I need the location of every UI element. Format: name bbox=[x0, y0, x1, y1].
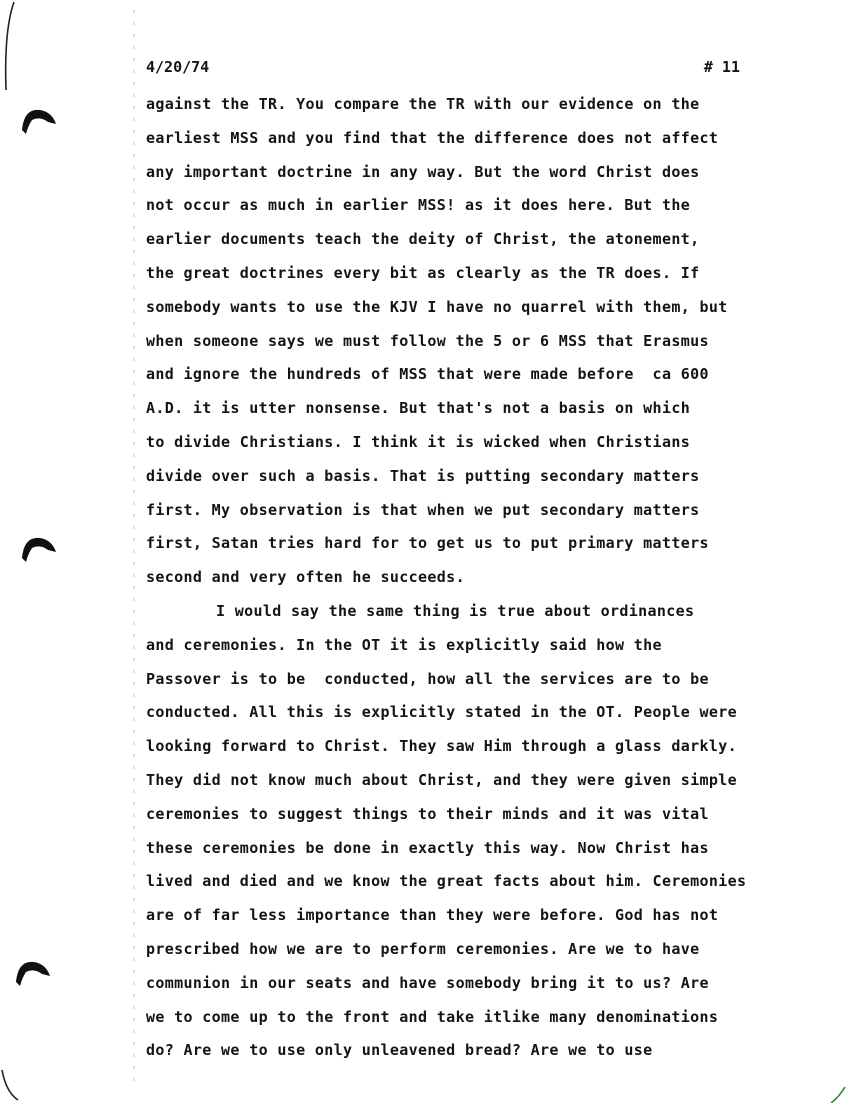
text-line: looking forward to Christ. They saw Him through a glass darkly. bbox=[146, 737, 737, 756]
text-line: when someone says we must follow the 5 or 6 MSS that Erasmus bbox=[146, 331, 709, 350]
text-line: and ignore the hundreds of MSS that were made before ca 600 bbox=[146, 365, 709, 384]
hole-punch-mark-bottom bbox=[12, 952, 52, 992]
page-header bbox=[146, 58, 746, 82]
text-line: second and very often he succeeds. bbox=[146, 568, 465, 587]
header-date: 4/20/74 bbox=[146, 58, 210, 76]
text-line: are of far less importance than they were before. God has not bbox=[146, 906, 719, 925]
text-line: divide over such a basis. That is putting secondary matters bbox=[146, 466, 700, 485]
text-line: we to come up to the front and take itlike many denominations bbox=[146, 1007, 719, 1026]
header-page-number: # 11 bbox=[703, 58, 740, 76]
text-line: Passover is to be conducted, how all the services are to be bbox=[146, 669, 709, 688]
text-line: to divide Christians. I think it is wicked when Christians bbox=[146, 432, 691, 451]
text-line: not occur as much in earlier MSS! as it does here. But the bbox=[146, 196, 691, 215]
text-line: against the TR. You compare the TR with our evidence on the bbox=[146, 95, 700, 113]
paragraph-start-line: I would say the same thing is true about ordinances bbox=[216, 601, 695, 620]
scan-guide-line bbox=[128, 10, 138, 1090]
text-line: A.D. it is utter nonsense. But that's not a basis on which bbox=[146, 399, 691, 418]
scan-corner-mark bbox=[827, 1083, 847, 1103]
text-line: ceremonies to suggest things to their minds and it was vital bbox=[146, 804, 709, 823]
hole-punch-mark-top bbox=[18, 100, 58, 140]
text-line: communion in our seats and have somebody bring it to us? Are bbox=[146, 973, 709, 992]
hole-punch-mark-middle bbox=[18, 528, 58, 568]
text-line: somebody wants to use the KJV I have no quarrel with them, but bbox=[146, 297, 728, 316]
text-line: the great doctrines every bit as clearly as the TR does. If bbox=[146, 263, 700, 282]
text-line: first, Satan tries hard for to get us to put primary matters bbox=[146, 534, 709, 553]
text-line: first. My observation is that when we put secondary matters bbox=[146, 500, 700, 519]
text-line: prescribed how we are to perform ceremonies. Are we to have bbox=[146, 939, 700, 958]
text-line: earliest MSS and you find that the difference does not affect bbox=[146, 128, 719, 147]
text-line: lived and died and we know the great facts about him. Ceremonies bbox=[146, 872, 747, 891]
text-line: and ceremonies. In the OT it is explicitly said how the bbox=[146, 635, 662, 654]
text-line: earlier documents teach the deity of Christ, the atonement, bbox=[146, 230, 700, 249]
text-line: conducted. All this is explicitly stated in the OT. People were bbox=[146, 703, 737, 722]
text-line: these ceremonies be done in exactly this way. Now Christ has bbox=[146, 838, 709, 857]
text-line: any important doctrine in any way. But the word Christ does bbox=[146, 162, 700, 181]
text-line: They did not know much about Christ, and they were given simple bbox=[146, 770, 737, 789]
text-line: do? Are we to use only unleavened bread? Are we to use bbox=[146, 1041, 653, 1060]
body-text bbox=[146, 88, 816, 1068]
scan-edge-line bbox=[0, 0, 20, 1103]
